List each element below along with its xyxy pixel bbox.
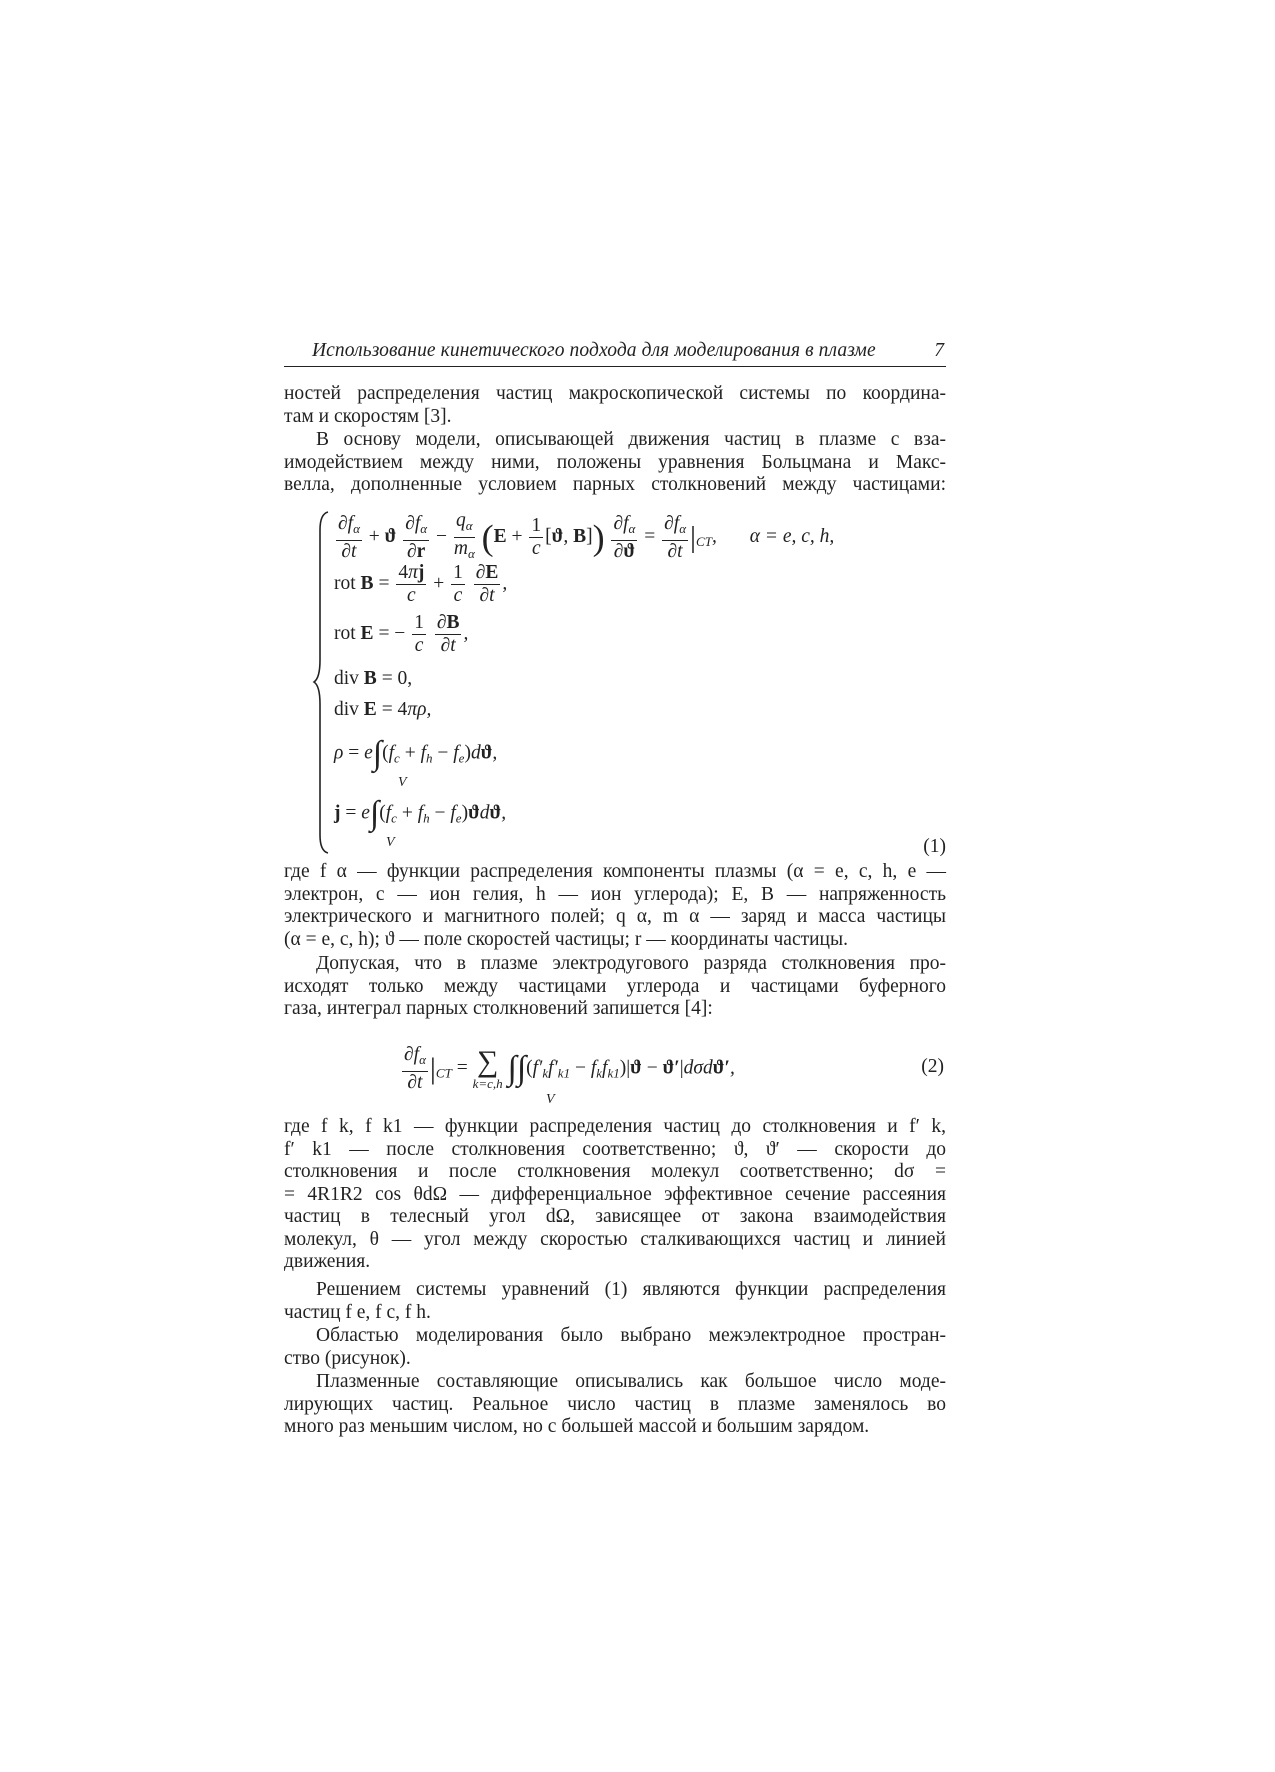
header-title: Использование кинетического подхода для моделирования в плазме bbox=[312, 340, 876, 361]
text-line: частиц в телесный угол dΩ, зависящее от закона взаимодействия bbox=[284, 1206, 946, 1227]
left-brace-icon bbox=[312, 510, 332, 855]
text-line: = 4R1R2 cos θdΩ — дифференциальное эффективное сечение рассеяния bbox=[284, 1183, 946, 1205]
equation-system-1 bbox=[312, 510, 946, 855]
paragraph-2 bbox=[284, 429, 946, 497]
text-line: (α = e, c, h); ϑ — поле скоростей частицы; r — координаты частицы. bbox=[284, 928, 848, 950]
paragraph-5 bbox=[284, 1116, 946, 1274]
paragraph-6 bbox=[284, 1279, 946, 1324]
text-line: лирующих частиц. Реальное число частиц в плазме заменялось во bbox=[284, 1393, 946, 1415]
rot-b-equation: rot B = $\frac{4\pi j}{c}$ + $\frac{1}{c}$ $\frac{\partial E}{\partial t}$ , bbox=[334, 562, 508, 606]
div-b-equation: div B = 0, bbox=[334, 668, 413, 689]
paragraph-8 bbox=[284, 1371, 946, 1439]
rot-e-equation: rot E = − $\frac{1}{c}$ $\frac{\partial B}{\partial t}$ , bbox=[334, 612, 469, 656]
equation-number-1: (1) bbox=[923, 836, 946, 857]
text-line: Решением системы уравнений (1) являются функции распределения bbox=[316, 1279, 946, 1300]
text-line: В основу модели, описывающей движения частиц в плазме с вза- bbox=[316, 429, 946, 450]
paragraph-3 bbox=[284, 861, 946, 951]
text-line: f′ k1 — после столкновения соответственно; ϑ, ϑ′ — скорости до bbox=[284, 1138, 946, 1160]
text-line: столкновения и после столкновения молекул соответственно; dσ = bbox=[284, 1161, 946, 1182]
page-number: 7 bbox=[934, 340, 944, 361]
text-line: исходят только между частицами углерода и частицами буферного bbox=[284, 975, 946, 997]
text-line: ностей распределения частиц макроскопической системы по координа- bbox=[284, 383, 946, 404]
paragraph-7 bbox=[284, 1325, 946, 1370]
text-line: ство (рисунок). bbox=[284, 1347, 411, 1369]
text-line: Областью моделирования было выбрано межэлектродное простран- bbox=[316, 1325, 946, 1346]
text-line: много раз меньшим числом, но с большей массой и большим зарядом. bbox=[284, 1416, 870, 1437]
paragraph-1 bbox=[284, 383, 946, 428]
text-line: движения. bbox=[284, 1251, 371, 1272]
text-line: Допуская, что в плазме электродугового разряда столкновения про- bbox=[316, 953, 946, 974]
text-line: Плазменные составляющие описывались как большое число моде- bbox=[316, 1371, 946, 1392]
text-line: частиц f e, f c, f h. bbox=[284, 1301, 431, 1323]
div-e-equation: div E = 4πρ, bbox=[334, 699, 432, 720]
collision-integral: $\frac{\partial f_\alpha}{\partial t}$ $|_{CT}$ = ∑ k=c,h $\int\int(f'_kf'_{k1} - f_kf_{k1})|ϑ - ϑ'|d\sigma dϑ'$, bbox=[404, 1044, 735, 1093]
equation-2: $\frac{\partial f_\alpha}{\partial t}$ $|_{CT}$ = ∑ k=c,h $\int\int(f'_kf'_{k1} - f_kf_{k1})|ϑ - ϑ'|d\sigma dϑ'$, V (2) bbox=[284, 1038, 946, 1108]
text-line: газа, интеграл парных столкновений запишется [4]: bbox=[284, 998, 713, 1019]
text-line: велла, дополненные условием парных столкновений между частицами: bbox=[284, 474, 946, 495]
equation-number-2: (2) bbox=[921, 1056, 944, 1077]
text-line: электрического и магнитного полей; q α, m α — заряд и масса частицы bbox=[284, 906, 946, 927]
text-line: электрон, c — ион гелия, h — ион углерода); E, B — напряженность bbox=[284, 883, 946, 905]
alpha-values: α = e, c, h, bbox=[749, 525, 835, 547]
text-line: имодействием между ними, положены уравнения Больцмана и Макс- bbox=[284, 451, 946, 473]
text-line: там и скоростям [3]. bbox=[284, 405, 452, 427]
j-equation: $j = e\int(f_c + f_h - f_e)ϑdϑ$, V bbox=[334, 795, 507, 850]
rho-equation: $\rho = e\int(f_c + f_h - f_e)dϑ$, V bbox=[334, 735, 498, 790]
running-header bbox=[284, 340, 946, 367]
paragraph-4 bbox=[284, 953, 946, 1021]
text-line: где f k, f k1 — функции распределения частиц до столкновения и f′ k, bbox=[284, 1116, 946, 1137]
text-line: где f α — функции распределения компоненты плазмы (α = e, c, h, e — bbox=[284, 861, 946, 882]
boltzmann-equation: $\frac{\partial f_\alpha}{\partial t}$ + ϑ $\frac{\partial f_\alpha}{\partial r}$ − $\frac{q_\alpha}{m_\alpha}$ (E + $\frac{1}{c}$ [ϑ, B]) $\frac{\partial f_\alpha}{\partial ϑ}$ = $\frac{\partial f_\alpha}{\partial t}$ $|_{CT}$, α = e, c, h, bbox=[338, 510, 835, 562]
text-line: молекул, θ — угол между скоростью сталкивающихся частиц и линией bbox=[284, 1228, 946, 1250]
